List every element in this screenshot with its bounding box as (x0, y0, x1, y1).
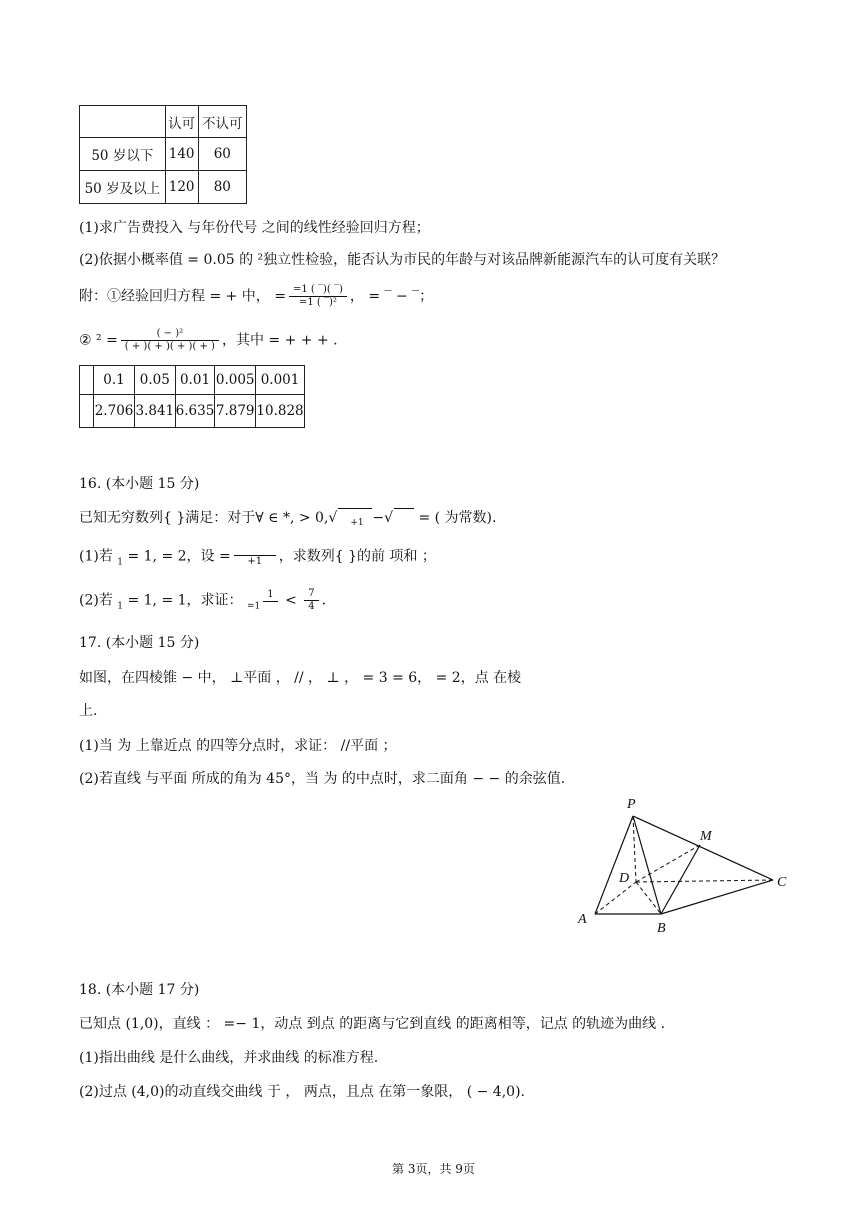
table-cell: 0.01 (175, 366, 215, 395)
q16-p2-lead: (2)若 (79, 592, 118, 609)
survey-table (79, 105, 247, 204)
q16-part1 (79, 545, 436, 568)
sum-lower-limit: =1 (247, 601, 261, 612)
fraction-numerator (234, 545, 276, 556)
label-d: D (619, 871, 630, 886)
fraction-numerator: ( − )² (121, 328, 219, 341)
q16-p1-lead: (1)若 (79, 548, 118, 565)
table-cell (80, 395, 94, 428)
q16-stem-text: 已知无穷数列{ }满足：对于∀ ∈ *, > 0, (79, 510, 329, 526)
edge-dm (636, 845, 700, 882)
table-header-cell (80, 106, 166, 138)
subscript: 1 (117, 557, 124, 568)
fraction-denominator: +1 (247, 556, 263, 567)
q16-title: 16. (本小题 15 分) (79, 476, 200, 492)
label-m: M (700, 829, 712, 844)
fraction-denominator: ( + )( + )( + )( + ) (124, 341, 215, 352)
fraction-denominator: =1 ( ‾)² (298, 297, 337, 308)
q16-p2-fraction (263, 589, 277, 612)
sqrt-subscript: +1 (350, 518, 364, 528)
period: . (321, 592, 327, 609)
q15-part1: (1)求广告费投入 与年份代号 之间的线性经验回归方程； (79, 220, 430, 236)
label-a: A (578, 912, 587, 927)
sqrt-bar (338, 508, 372, 528)
table-cell: 7.879 (215, 395, 256, 428)
label-c: C (777, 875, 787, 890)
sqrt-symbol: √ (328, 510, 338, 526)
q17-stem-cont: 上. (79, 703, 98, 719)
edge-pc (633, 816, 773, 880)
label-b: B (657, 921, 666, 936)
appendix-regression-lead: 附：①经验回归方程 = + 中， = (79, 288, 286, 305)
edge-db (636, 882, 661, 914)
q15-part2: (2)依据小概率值 = 0.05 的 ²独立性检验，能否认为市民的年龄与对该品牌新能源汽车的认可度有关联？ (79, 252, 726, 268)
chi-fraction (121, 328, 219, 353)
table-cell: 3.841 (134, 395, 175, 428)
critical-value-table (79, 365, 305, 428)
less-than: < (280, 592, 302, 609)
q16-part2 (79, 588, 326, 613)
q18-part1: (1)指出曲线 是什么曲线，并求曲线 的标准方程. (79, 1050, 379, 1066)
q16-stem (79, 507, 496, 527)
fraction-numerator: =1 ( ‾)( ‾) (289, 284, 347, 297)
sqrt-symbol: √ (384, 510, 393, 526)
table-header-cell: 认可 (165, 106, 198, 138)
q16-stem-minus: − (372, 510, 385, 526)
table-header-cell: 不认可 (198, 106, 246, 138)
q17-stem: 如图，在四棱锥 − 中， ⊥平面 ， // ， ⊥ ， = 3 = 6， = 2，点 在棱 (79, 670, 522, 686)
table-cell: 60 (198, 138, 246, 171)
subscript: 1 (117, 601, 124, 612)
fraction-denominator (263, 602, 277, 612)
q17-part1: (1)当 为 上靠近点 的四等分点时，求证： //平面 ； (79, 738, 397, 754)
q15-appendix-regression (79, 284, 433, 309)
table-cell: 80 (198, 171, 246, 204)
table-cell: 0.005 (215, 366, 256, 395)
q16-p1-mid: = 1, = 2，设 = (123, 548, 231, 565)
q17-part2: (2)若直线 与平面 所成的角为 45°，当 为 的中点时，求二面角 − − 的余弦值. (79, 771, 566, 787)
page-footer: 第 3页，共 9页 (392, 1162, 475, 1176)
pyramid-figure (570, 790, 800, 940)
q16-stem-end: = ( 为常数). (414, 510, 497, 526)
regression-fraction (289, 284, 347, 309)
table-cell: 50 岁以下 (80, 138, 166, 171)
fraction-numerator: 1 (263, 589, 277, 602)
q16-p2-rhs (304, 588, 318, 613)
table-cell: 0.05 (134, 366, 175, 395)
table-cell: 0.001 (256, 366, 305, 395)
q18-part2: (2)过点 (4,0)的动直线交曲线 于 ， 两点，且点 在第一象限， ( − 4,0). (79, 1084, 525, 1100)
table-cell: 0.1 (94, 366, 135, 395)
table-cell: 10.828 (256, 395, 305, 428)
sqrt-bar (394, 508, 414, 521)
appendix-regression-tail: ， = ‾ − ‾； (349, 288, 434, 305)
table-cell: 6.635 (175, 395, 215, 428)
q16-p1-tail: ，求数列{ }的前 项和 ； (278, 548, 436, 565)
q16-p2-mid: = 1, = 1，求证： (123, 592, 243, 609)
edge-pb (633, 816, 661, 914)
fraction-numerator: 7 (304, 588, 318, 601)
fraction-denominator: 4 (308, 601, 315, 612)
table-cell: 140 (165, 138, 198, 171)
table-cell (80, 366, 94, 395)
q18-title: 18. (本小题 17 分) (79, 982, 200, 998)
label-p: P (627, 797, 636, 812)
appendix-chi-tail: ，其中 = + + + . (221, 332, 338, 349)
q17-title: 17. (本小题 15 分) (79, 635, 200, 651)
q15-appendix-chi (79, 328, 338, 353)
edge-dc (636, 880, 773, 882)
table-cell: 50 岁及以上 (80, 171, 166, 204)
table-cell: 120 (165, 171, 198, 204)
q16-p1-fraction (234, 545, 276, 568)
appendix-chi-lead: ② ² = (79, 332, 118, 349)
q18-stem: 已知点 (1,0)，直线 ： =− 1，动点 到点 的距离与它到直线 的距离相等，记点 的轨迹为曲线 . (79, 1016, 666, 1032)
table-cell: 2.706 (94, 395, 135, 428)
